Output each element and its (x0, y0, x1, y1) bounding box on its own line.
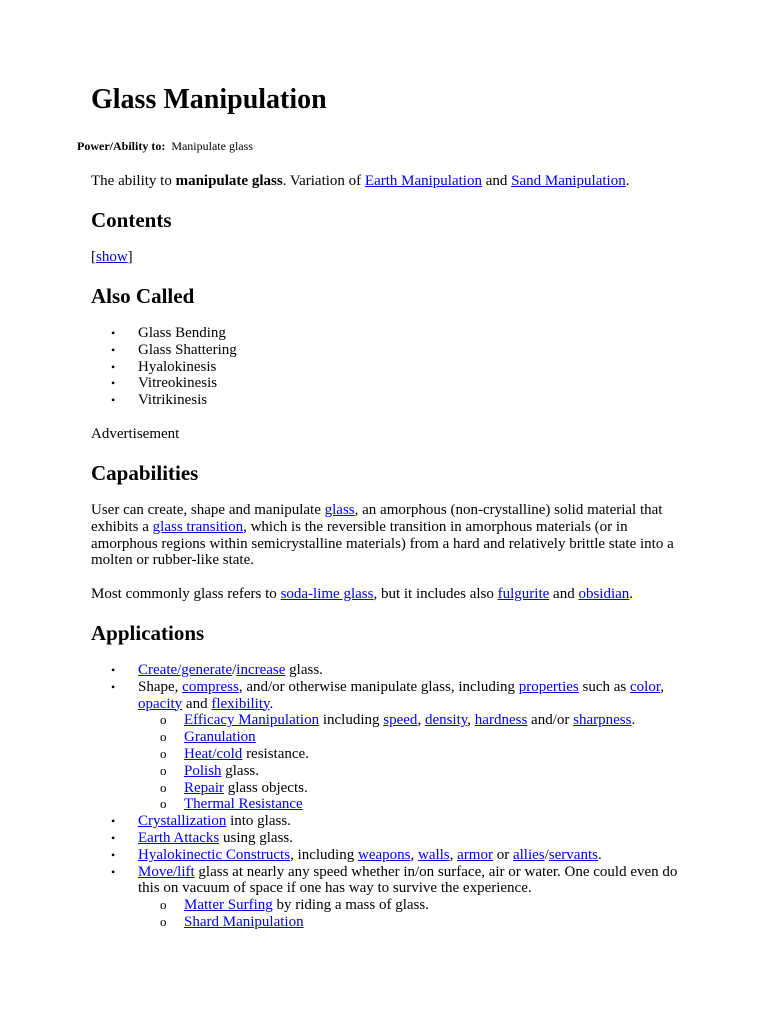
text: , an amorphous (non-crystalline) solid material that exhibits a (91, 502, 663, 535)
sub-list-item (138, 746, 691, 763)
sub-list-item (138, 796, 691, 813)
intro-text: The ability to (91, 173, 176, 189)
earth-manipulation-link[interactable]: Earth Manipulation (364, 173, 482, 189)
intro-text: . Variation of (282, 173, 365, 189)
text: , and/or otherwise manipulate glass, including (238, 678, 519, 695)
bracket: ] (127, 249, 133, 265)
text: glass. (285, 662, 323, 678)
advertisement-label: Advertisement (91, 426, 180, 442)
list-item: • Glass Shattering (91, 342, 237, 359)
text: resistance. (242, 745, 309, 762)
capabilities-heading: Capabilities (91, 461, 199, 485)
list-item (91, 813, 691, 830)
granulation-link[interactable]: Granulation (184, 729, 256, 746)
glass-link[interactable]: glass (324, 502, 355, 518)
sub-list-item (138, 712, 691, 729)
polish-link[interactable]: Polish (184, 762, 222, 779)
crystallization-link[interactable]: Crystallization (138, 813, 227, 830)
text: , (660, 678, 664, 695)
obsidian-link[interactable]: obsidian (578, 586, 630, 602)
list-item (91, 864, 691, 931)
power-line (77, 139, 253, 154)
color-link[interactable]: color (630, 678, 661, 695)
list-item: • Glass Bending (91, 325, 237, 342)
text: Shape, (138, 678, 183, 695)
applications-list (91, 662, 691, 931)
contents-heading: Contents (91, 208, 172, 232)
speed-link[interactable]: speed (383, 712, 418, 729)
list-item: • Vitreokinesis (91, 375, 237, 392)
intro-bold: manipulate glass (175, 173, 283, 189)
text: . (631, 712, 636, 729)
text: User can create, shape and manipulate (91, 502, 325, 518)
text: glass at nearly any speed whether in/on surface, air or water. One could even do this on vacuum of space if one has way to survive the experience. (138, 863, 678, 897)
text: and (549, 586, 579, 602)
applications-heading: Applications (91, 621, 205, 645)
text: / (544, 846, 549, 863)
also-called-list (91, 325, 237, 409)
flexibility-link[interactable]: flexibility (211, 695, 270, 712)
density-link[interactable]: density (424, 712, 468, 729)
list-item: • Hyalokinesis (91, 359, 237, 376)
text: using glass. (219, 829, 293, 846)
power-value: Manipulate glass (171, 139, 253, 153)
matter-surfing-link[interactable]: Matter Surfing (184, 897, 273, 914)
text: , (449, 846, 458, 863)
text: by riding a mass of glass. (272, 897, 429, 914)
bracket: [ (91, 249, 96, 265)
show-contents-link[interactable]: show (96, 249, 128, 265)
sub-list (138, 897, 691, 931)
text: . (597, 846, 602, 863)
text: glass objects. (223, 779, 308, 796)
properties-link[interactable]: properties (518, 678, 579, 695)
page-title: Glass Manipulation (91, 84, 327, 115)
walls-link[interactable]: walls (417, 846, 450, 863)
text: Most commonly glass refers to (91, 586, 281, 602)
shard-manipulation-link[interactable]: Shard Manipulation (184, 913, 304, 930)
text: , but it includes also (373, 586, 498, 602)
armor-link[interactable]: armor (457, 846, 493, 863)
capabilities-paragraph (91, 586, 691, 603)
capabilities-paragraph (91, 502, 691, 569)
earth-attacks-link[interactable]: Earth Attacks (138, 829, 220, 846)
text: including (319, 712, 384, 729)
sub-list-item (138, 897, 691, 914)
thermal-resistance-link[interactable]: Thermal Resistance (184, 796, 303, 813)
text: such as (578, 678, 631, 695)
text: . (269, 695, 274, 712)
sub-list (138, 712, 691, 813)
repair-link[interactable]: Repair (184, 779, 224, 796)
list-item (91, 847, 691, 864)
sand-manipulation-link[interactable]: Sand Manipulation (511, 173, 626, 189)
text: , which is the reversible transition in amorphous materials (or in amorphous regions within semicrystalline materials) from a hard and relatively brittle state into a molten or rubber-like state. (91, 518, 674, 569)
efficacy-manipulation-link[interactable]: Efficacy Manipulation (184, 712, 320, 729)
text: or (492, 846, 513, 863)
text: / (232, 662, 237, 678)
text: , (467, 712, 475, 729)
glass-transition-link[interactable]: glass transition (152, 518, 244, 535)
text: into glass. (226, 813, 291, 830)
intro-text: . (625, 173, 630, 189)
sub-list-item (138, 914, 691, 931)
text: glass. (221, 762, 260, 779)
soda-lime-glass-link[interactable]: soda-lime glass (280, 586, 374, 602)
text: . (629, 586, 634, 602)
list-item (91, 662, 691, 679)
power-label: Power/Ability to: (77, 139, 166, 153)
contents-toggle (91, 249, 133, 266)
sub-list-item (138, 780, 691, 797)
servants-link[interactable]: servants (548, 846, 598, 863)
hyalokinectic-constructs-link[interactable]: Hyalokinectic Constructs (138, 846, 291, 863)
sub-list-item (138, 729, 691, 746)
list-item (91, 679, 691, 813)
sub-list-item (138, 763, 691, 780)
heat-cold-link[interactable]: Heat/cold (184, 745, 243, 762)
intro-text: and (481, 173, 512, 189)
text: , (410, 846, 418, 863)
list-item (91, 830, 691, 847)
text: , (417, 712, 425, 729)
list-item: • Vitrikinesis (91, 392, 237, 409)
allies-link[interactable]: allies (512, 846, 545, 863)
text: and (182, 695, 212, 712)
increase-link[interactable]: increase (236, 662, 286, 678)
hardness-link[interactable]: hardness (474, 712, 528, 729)
text: and/or (527, 712, 574, 729)
fulgurite-link[interactable]: fulgurite (497, 586, 550, 602)
also-called-heading: Also Called (91, 284, 195, 308)
weapons-link[interactable]: weapons (357, 846, 411, 863)
sharpness-link[interactable]: sharpness (573, 712, 632, 729)
text: , including (290, 846, 358, 863)
create-generate-link[interactable]: Create/generate (138, 662, 233, 678)
compress-link[interactable]: compress (182, 678, 239, 695)
move-lift-link[interactable]: Move/lift (138, 863, 195, 880)
opacity-link[interactable]: opacity (138, 695, 183, 712)
intro-paragraph (91, 173, 629, 190)
